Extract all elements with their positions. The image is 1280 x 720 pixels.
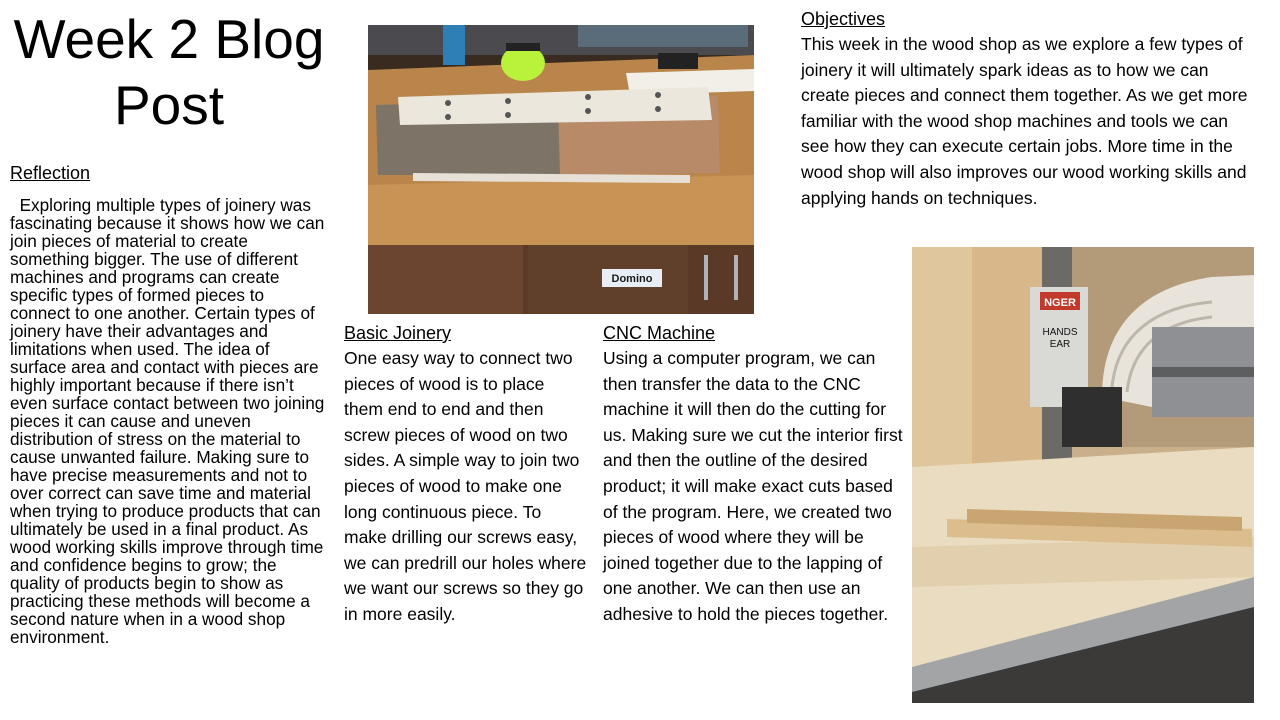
reflection-body: Exploring multiple types of joinery was fascinating because it shows how we can join pieces of material to create something bigger. The use of different machines and programs can create specific types of formed pieces to connect to one another. Certain types of joinery have their advantages and limitations when used. The idea of surface area and contact with pieces are highly important because if there isn’t even surface contact between two joining pieces it can cause and uneven distribution of stress on the material to cause unwanted failure. Making sure to have precise measurements and not to over correct can save time and material when trying to produce products that can ultimately be used in a final product. As wood working skills improve through time and confidence begins to grow; the quality of products begin to show as practicing these methods will become a second nature when in a wood shop environment. [10, 195, 330, 647]
domino-sign: Domino [611, 273, 653, 285]
cnc-machine-body: Using a computer program, we can then transfer the data to the CNC machine it will then do the cutting for us. Making sure we cut the interior first and then the outline of the desired product; it will make exact cuts based of the program. Here, we created two pieces of wood where they will be joined together due to the lapping of one another. We can then use an adhesive to hold the pieces together. [603, 348, 903, 624]
slide-title: Week 2 Blog Post [13, 8, 325, 136]
joinery-photo [368, 25, 754, 314]
joinery-photo-illustration [368, 25, 754, 314]
cnc-machine-heading: CNC Machine [603, 323, 716, 343]
cnc-photo-illustration [912, 247, 1254, 703]
objectives-heading: Objectives [801, 9, 886, 29]
basic-joinery-heading: Basic Joinery [344, 323, 452, 343]
cnc-photo [912, 247, 1254, 703]
cnc-warning-line1: HANDS [1042, 327, 1078, 338]
basic-joinery-body: One easy way to connect two pieces of wood is to place them end to end and then screw pieces of wood on two sides. A simple way to join two pieces of wood to make one long continuous piece. To make drilling our screws easy, we can predrill our holes where we want our screws so they go in more easily. [344, 348, 587, 624]
objectives-body: This week in the wood shop as we explore a few types of joinery it will ultimately spark ideas as to how we can create pieces and connect them together. As we get more familiar with the wood shop machines and tools we can see how they can execute certain jobs. More time in the wood shop will also improves our wood working skills and applying hands on techniques. [801, 34, 1248, 208]
cnc-brand-label: NGER [1044, 297, 1076, 309]
cnc-warning-line2: EAR [1049, 339, 1071, 350]
reflection-heading: Reflection [10, 163, 91, 183]
